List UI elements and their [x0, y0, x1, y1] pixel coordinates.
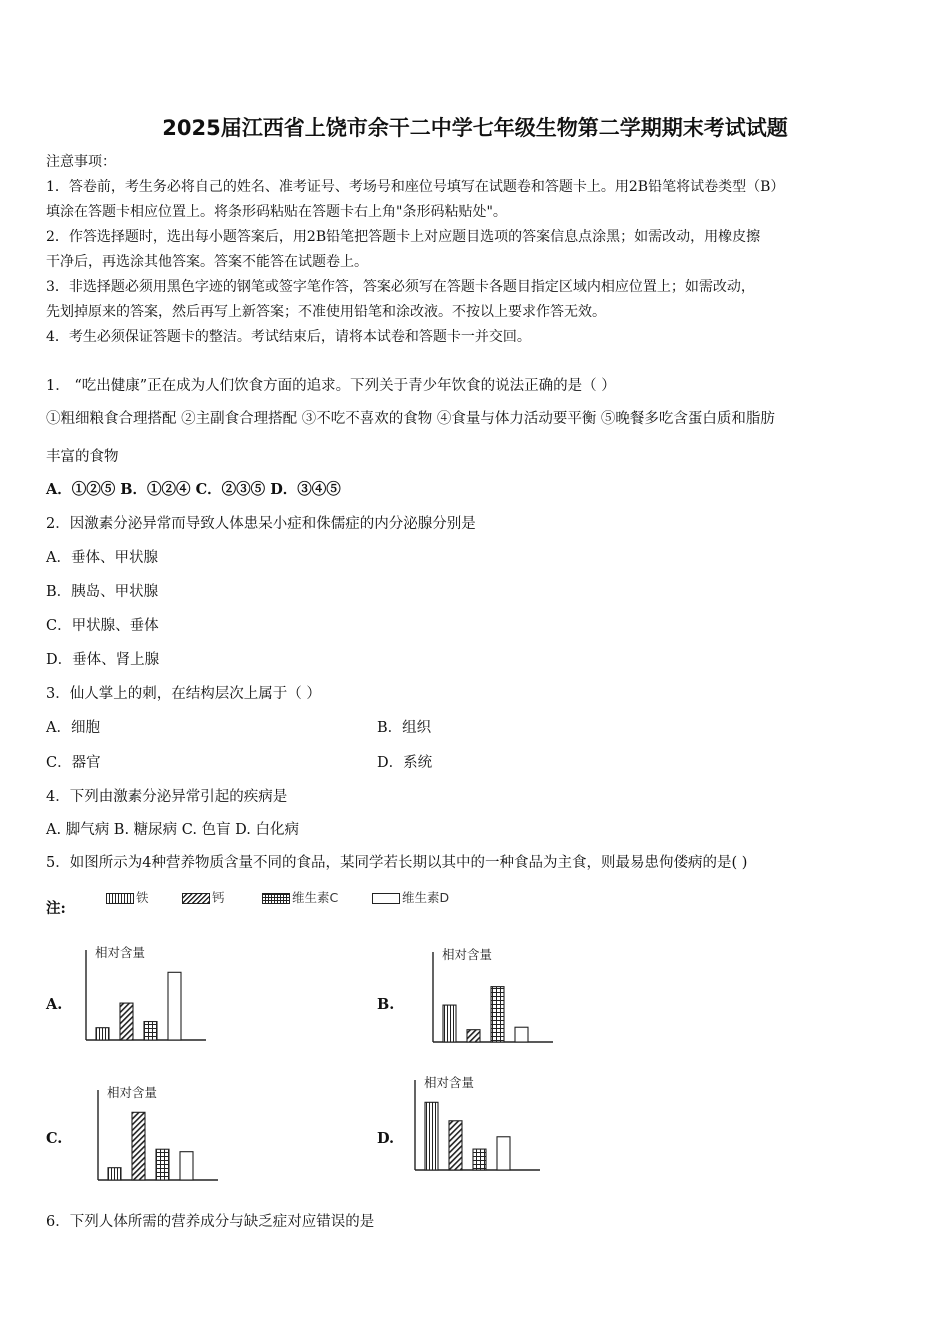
legend-vitamin-d-label: 维生素D [402, 890, 450, 905]
chart-a-bar-iron [96, 1028, 109, 1040]
chart-b-bar-vitamin-c [491, 987, 504, 1042]
q4-options: A. 脚气病 B. 糖尿病 C. 色盲 D. 白化病 [46, 822, 300, 838]
chart-d-ylabel: 相对含量 [424, 1075, 475, 1090]
chart-d-bar-vitamin-c [473, 1149, 486, 1170]
q3-option-b: B．组织 [377, 720, 432, 736]
chart-c [98, 1085, 218, 1180]
q6-stem: 6．下列人体所需的营养成分与缺乏症对应错误的是 [46, 1214, 375, 1230]
legend-calcium-label: 钙 [212, 890, 225, 905]
chart-b [433, 947, 553, 1042]
q2-option-d: D．垂体、肾上腺 [46, 652, 160, 668]
q3-option-c: C．器官 [46, 755, 101, 771]
notice-line: 4．考生必须保证答题卡的整洁。考试结束后，请将本试卷和答题卡一并交回。 [46, 329, 531, 345]
chart-c-bar-calcium [132, 1112, 145, 1180]
chart-a-ylabel: 相对含量 [95, 945, 146, 960]
notice-line: 干净后，再选涂其他答案。答案不能答在试题卷上。 [46, 254, 368, 270]
q1-items-line1: ①粗细粮食合理搭配 ②主副食合理搭配 ③不吃不喜欢的食物 ④食量与体力活动要平衡 ⑤晚餐多吃含蛋白质和脂肪 [46, 411, 775, 427]
notice-heading: 注意事项： [46, 154, 116, 170]
chart-c-ylabel: 相对含量 [107, 1085, 158, 1100]
chart-c-bar-vitamin-c [156, 1149, 169, 1180]
legend-iron-label: 铁 [136, 890, 149, 905]
chart-a-bar-calcium [120, 1003, 133, 1040]
q5-option-b-label: B. [377, 996, 395, 1013]
q4-stem: 4．下列由激素分泌异常引起的疾病是 [46, 789, 288, 805]
q5-option-d-label: D. [377, 1130, 395, 1147]
notice-line: 2．作答选择题时，选出每小题答案后，用2B铅笔把答题卡上对应题目选项的答案信息点涂黑；如需改动，用橡皮擦 [46, 229, 761, 245]
chart-d-bar-iron [425, 1102, 438, 1170]
q5-note-label: 注: [46, 900, 66, 917]
q2-option-c: C．甲状腺、垂体 [46, 618, 159, 634]
chart-c-bar-vitamin-d [180, 1152, 193, 1180]
q5-stem: 5．如图所示为4种营养物质含量不同的食品，某同学若长期以其中的一种食品为主食，则最易患佝偻病的是( ) [46, 855, 748, 871]
q3-option-a: A．细胞 [46, 720, 100, 736]
legend-vitamin-c-label: 维生素C [292, 890, 339, 905]
chart-c-bar-iron [108, 1168, 121, 1180]
chart-a-bar-vitamin-d [168, 972, 181, 1040]
chart-b-bar-vitamin-d [515, 1027, 528, 1042]
q3-option-d: D．系统 [377, 755, 433, 771]
q1-items-line2: 丰富的食物 [46, 449, 119, 465]
q5-option-a-label: A. [46, 996, 63, 1013]
chart-b-bar-calcium [467, 1030, 480, 1042]
chart-b-bar-iron [443, 1005, 456, 1042]
notice-line: 1．答卷前，考生务必将自己的姓名、准考证号、考场号和座位号填写在试题卷和答题卡上。用2B铅笔将试卷类型（B） [46, 179, 785, 195]
q3-stem: 3．仙人掌上的刺，在结构层次上属于（ ） [46, 686, 321, 702]
q2-option-a: A．垂体、甲状腺 [46, 550, 158, 566]
chart-d [415, 1075, 540, 1170]
q2-stem: 2．因激素分泌异常而导致人体患呆小症和侏儒症的内分泌腺分别是 [46, 516, 476, 532]
chart-a [86, 945, 206, 1040]
notice-line: 先划掉原来的答案，然后再写上新答案；不准使用铅笔和涂改液。不按以上要求作答无效。 [46, 304, 606, 320]
q1-stem: 1． “吃出健康”正在成为人们饮食方面的追求。下列关于青少年饮食的说法正确的是（ ） [46, 378, 616, 394]
chart-d-bar-calcium [449, 1121, 462, 1170]
notice-line: 填涂在答题卡相应位置上。将条形码粘贴在答题卡右上角"条形码粘贴处"。 [46, 204, 507, 220]
chart-a-bar-vitamin-c [144, 1022, 157, 1040]
notice-line: 3．非选择题必须用黑色字迹的钢笔或签字笔作答，答案必须写在答题卡各题目指定区域内相应位置上；如需改动， [46, 279, 755, 295]
q2-option-b: B．胰岛、甲状腺 [46, 584, 159, 600]
q5-option-c-label: C. [46, 1130, 63, 1147]
page-title: 2025届江西省上饶市余干二中学七年级生物第二学期期末考试试题 [162, 116, 788, 140]
chart-d-bar-vitamin-d [497, 1137, 510, 1170]
q1-options: A．①②⑤ B．①②④ C．②③⑤ D．③④⑤ [46, 481, 341, 498]
chart-b-ylabel: 相对含量 [442, 947, 493, 962]
